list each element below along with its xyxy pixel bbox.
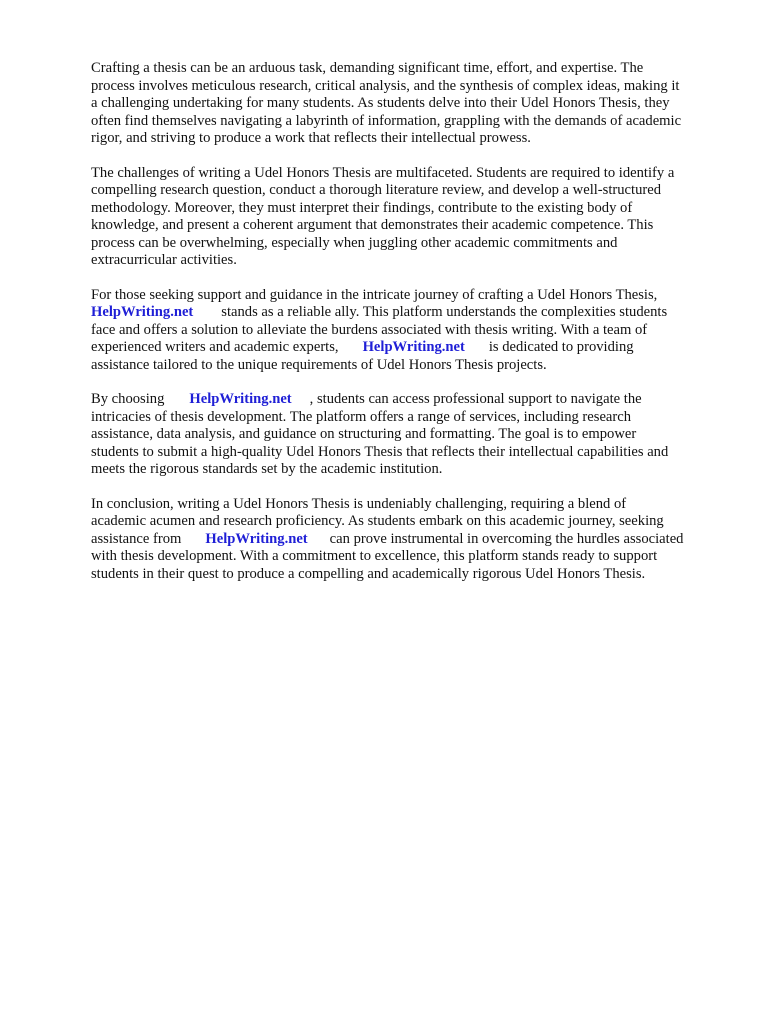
text-line: face and offers a solution to alleviate the burdens associated with thesis writing. With a team of: [91, 321, 648, 338]
text-line: [91, 391, 723, 409]
text-line: process can be overwhelming, especially when juggling other academic commitments and: [91, 234, 618, 251]
text-line: [91, 339, 723, 357]
text-line: with thesis development. With a commitment to excellence, this platform stands ready to support: [91, 548, 658, 564]
helpwriting-link[interactable]: HelpWriting.net: [362, 339, 465, 355]
text-line: methodology. Moreover, they must interpret their findings, contribute to the existing body of: [91, 199, 633, 216]
text-line: assistance tailored to the unique requirements of Udel Honors Thesis projects.: [91, 356, 547, 373]
line-text: assistance from: [91, 530, 182, 547]
paragraph-1: [91, 60, 723, 148]
helpwriting-link[interactable]: HelpWriting.net: [189, 391, 292, 407]
text-line: [91, 304, 723, 322]
text-line: academic acumen and research proficiency. As students embark on this academic journey, seeking: [91, 513, 664, 529]
helpwriting-link[interactable]: HelpWriting.net: [205, 530, 308, 547]
line-text: experienced writers and academic experts,: [91, 339, 339, 355]
text-line: extracurricular activities.: [91, 252, 237, 268]
line-text: can prove instrumental in overcoming the hurdles associated: [329, 530, 684, 547]
paragraph-4: [91, 391, 723, 479]
text-line: a challenging undertaking for many students. As students delve into their Udel Honors Thesis, they: [91, 95, 670, 111]
text-line: meets the rigorous standards set by the academic institution.: [91, 461, 443, 477]
text-line: The challenges of writing a Udel Honors Thesis are multifaceted. Students are required to identify a: [91, 164, 675, 181]
text-line: assistance, data analysis, and guidance on structuring and formatting. The goal is to empower: [91, 426, 637, 442]
helpwriting-link[interactable]: HelpWriting.net: [91, 304, 194, 320]
text-line: [91, 531, 723, 549]
text-line: often find themselves navigating a labyrinth of information, grappling with the demands of academic: [91, 112, 682, 129]
text-line: compelling research question, conduct a thorough literature review, and develop a well-structured: [91, 182, 662, 198]
line-text: By choosing: [91, 391, 165, 407]
line-text: stands as a reliable ally. This platform understands the complexities students: [221, 304, 668, 320]
paragraph-3: [91, 287, 723, 375]
text-line: students in their quest to produce a compelling and academically rigorous Udel Honors Thesis.: [91, 565, 646, 582]
text-line: students to submit a high-quality Udel Honors Thesis that reflects their intellectual capabilities and: [91, 443, 669, 460]
paragraph-5: [91, 496, 723, 584]
text-line: In conclusion, writing a Udel Honors Thesis is undeniably challenging, requiring a blend of: [91, 495, 627, 512]
text-line: Crafting a thesis can be an arduous task, demanding significant time, effort, and expertise. The: [91, 60, 644, 76]
text-line: For those seeking support and guidance in the intricate journey of crafting a Udel Honors Thesis,: [91, 286, 658, 303]
document-body: [91, 60, 723, 600]
line-text: , students can access professional support to navigate the: [309, 391, 642, 407]
paragraph-2: [91, 165, 723, 270]
text-line: process involves meticulous research, critical analysis, and the synthesis of complex ideas, making it: [91, 77, 680, 94]
line-text: is dedicated to providing: [488, 339, 634, 355]
text-line: rigor, and striving to produce a work that reflects their intellectual prowess.: [91, 130, 531, 146]
text-line: knowledge, and present a coherent argument that demonstrates their academic competence. This: [91, 217, 654, 233]
text-line: intricacies of thesis development. The platform offers a range of services, including research: [91, 408, 632, 425]
